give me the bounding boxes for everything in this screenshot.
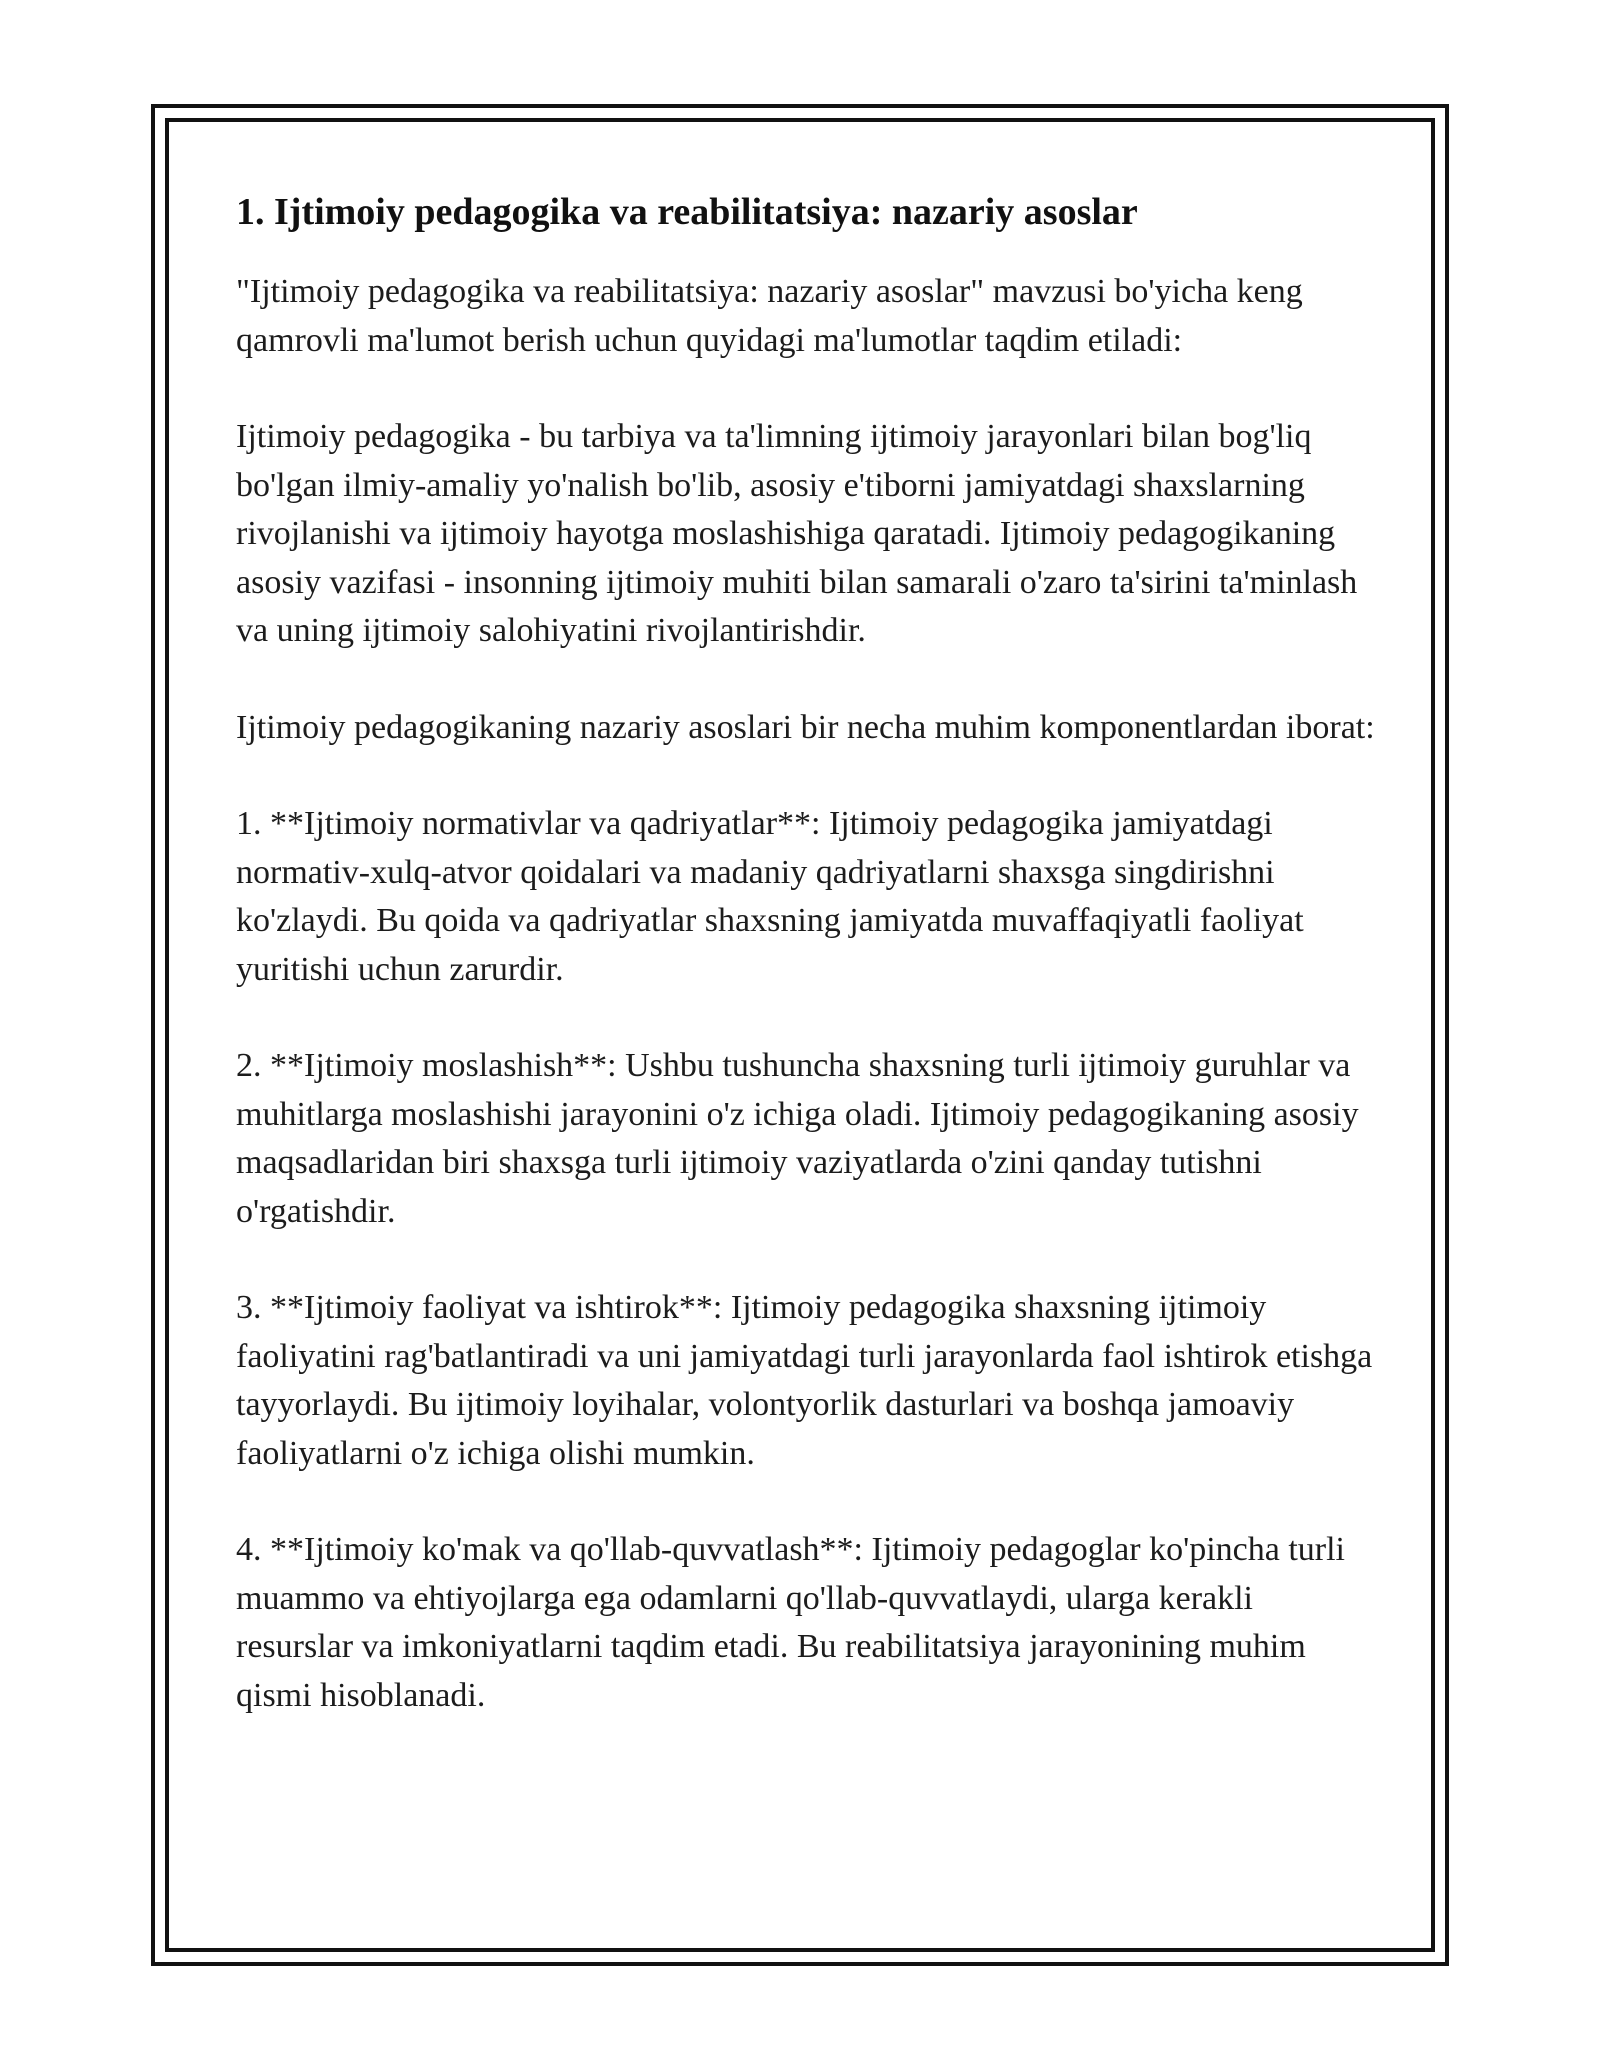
- list-item-social-activity: 3. **Ijtimoiy faoliyat va ishtirok**: Ijtimoiy pedagogika shaxsning ijtimoiy faoliyatini rag'batlantiradi va uni jamiyatdagi turli jarayonlarda faol ishtirok etishga tayyorlaydi. Bu ijtimoiy loyihalar, volontyorlik dasturlari va boshqa jamoaviy faoliyatlarni o'z ichiga olishi mumkin.: [236, 1289, 1373, 1472]
- definition-paragraph: Ijtimoiy pedagogika - bu tarbiya va ta'limning ijtimoiy jarayonlari bilan bog'liq bo'lgan ilmiy-amaliy yo'nalish bo'lib, asosiy e'tiborni jamiyatdagi shaxslarning rivojlanishi va ijtimoiy hayotga moslashishiga qaratadi. Ijtimoiy pedagogikaning asosiy vazifasi - insonning ijtimoiy muhiti bilan samarali o'zaro ta'sirini ta'minlash va uning ijtimoiy salohiyatini rivojlantirishdir.: [236, 418, 1358, 649]
- list-item-social-adaptation: 2. **Ijtimoiy moslashish**: Ushbu tushuncha shaxsning turli ijtimoiy guruhlar va muhitlarga moslashishi jarayonini o'z ichiga oladi. Ijtimoiy pedagogikaning asosiy maqsadlaridan biri shaxsga turli ijtimoiy vaziyatlarda o'zini qanday tutishni o'rgatishdir.: [236, 1047, 1359, 1230]
- components-intro-paragraph: Ijtimoiy pedagogikaning nazariy asoslari bir necha muhim komponentlardan iborat:: [236, 708, 1375, 746]
- section-heading: 1. Ijtimoiy pedagogika va reabilitatsiya: nazariy asoslar: [236, 191, 1138, 233]
- intro-paragraph: "Ijtimoiy pedagogika va reabilitatsiya: nazariy asoslar" mavzusi bo'yicha keng qamrovli ma'lumot berish uchun quyidagi ma'lumotlar taqdim etiladi:: [236, 273, 1303, 359]
- document-body: [236, 186, 1376, 1768]
- list-item-social-support: 4. **Ijtimoiy ko'mak va qo'llab-quvvatlash**: Ijtimoiy pedagoglar ko'pincha turli muammo va ehtiyojlarga ega odamlarni qo'llab-quvvatlaydi, ularga kerakli resurslar va imkoniyatlarni taqdim etadi. Bu reabilitatsiya jarayonining muhim qismi hisoblanadi.: [236, 1531, 1346, 1714]
- list-item-social-norms: 1. **Ijtimoiy normativlar va qadriyatlar**: Ijtimoiy pedagogika jamiyatdagi normativ-xulq-atvor qoidalari va madaniy qadriyatlarni shaxsga singdirishni ko'zlaydi. Bu qoida va qadriyatlar shaxsning jamiyatda muvaffaqiyatli faoliyat yuritishi uchun zarurdir.: [236, 805, 1304, 988]
